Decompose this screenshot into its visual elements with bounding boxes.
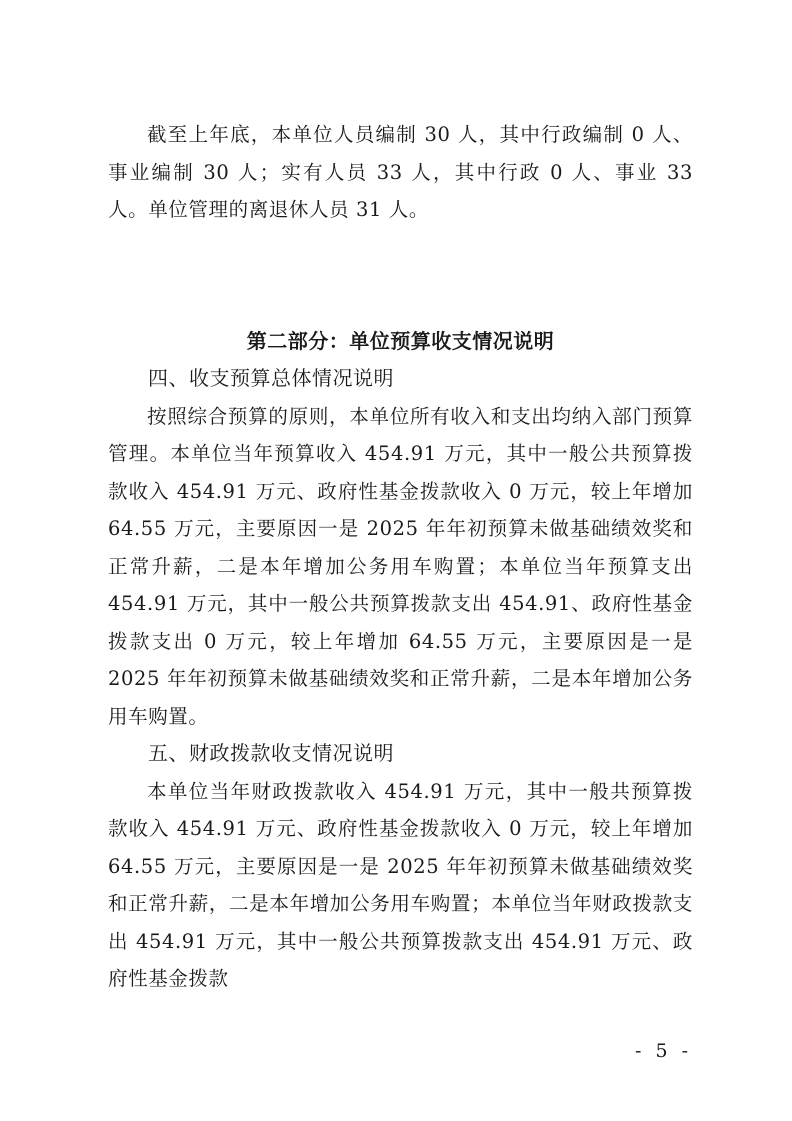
section-heading-budget-overview: 四、收支预算总体情况说明 [148,366,394,390]
staffing-paragraph: 截至上年底，本单位人员编制 30 人，其中行政编制 0 人、事业编制 30 人；实有人员 33 人，其中行政 0 人、事业 33 人。单位管理的离退休人员 31 人。 [108,123,693,221]
page-number: - 5 - [634,1040,692,1062]
part-title: 第二部分：单位预算收支情况说明 [246,328,555,353]
section-spacer [108,229,693,323]
document-body [108,116,693,998]
section-heading-fiscal-appropriation: 五、财政拨款收支情况说明 [148,741,394,765]
fiscal-appropriation-paragraph: 本单位当年财政拨款收入 454.91 万元，其中一般共预算拨款收入 454.91 万元、政府性基金拨款收入 0 万元，较上年增加 64.55 万元，主要原因是一是 2025 年年初预算未做基础绩效奖和正常升薪，二是本年增加公务用车购置；本单位当年财政拨款支出 454.91 万元，其中一般公共预算拨款支出 454.91 万元、政府性基金拨款 [108,779,693,990]
budget-overview-paragraph: 按照综合预算的原则，本单位所有收入和支出均纳入部门预算管理。本单位当年预算收入 454.91 万元，其中一般公共预算拨款收入 454.91 万元、政府性基金拨款收入 0 万元，较上年增加 64.55 万元，主要原因一是 2025 年年初预算未做基础绩效奖和正常升薪，二是本年增加公务用车购置；本单位当年预算支出 454.91 万元，其中一般公共预算拨款支出 454.91、政府性基金拨款支出 0 万元，较上年增加 64.55 万元，主要原因是一是 2025 年年初预算未做基础绩效奖和正常升薪，二是本年增加公务用车购置。 [108,404,693,728]
